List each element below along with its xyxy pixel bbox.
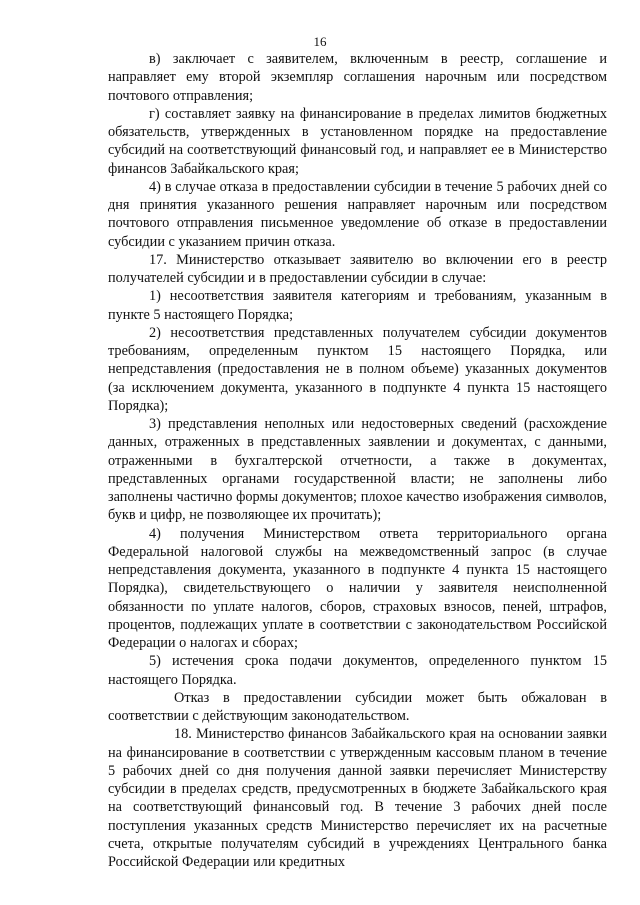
paragraph-17-1: 1) несоответствия заявителя категориям и требованиям, указанным в пункте 5 настоящего Порядка; bbox=[108, 288, 607, 323]
paragraph-17-2: 2) несоответствия представленных получателем субсидии документов требованиям, определенным пунктом 15 настоящего Порядка, или непредставления (предоставления не в полном объеме) указанных документов (за исключением документа, указанного в подпункте 4 пункта 15 настоящего Порядка); bbox=[108, 324, 607, 414]
page-content bbox=[108, 50, 607, 871]
paragraph-17-3: 3) представления неполных или недостоверных сведений (расхождение данных, отраженных в представленных заявлении и документах, с данными, отраженными в бухгалтерской отчетности, а также в документах, представленных органами государственной власти; не заполнены либо заполнены частично формы документов; плохое качество изображения символов, букв и цифр, не позволяющее их прочитать); bbox=[108, 416, 607, 524]
page-number: 16 bbox=[313, 34, 327, 49]
paragraph-17-5: 5) истечения срока подачи документов, определенного пунктом 15 настоящего Порядка. bbox=[108, 653, 607, 688]
paragraph-17: 17. Министерство отказывает заявителю во включении его в реестр получателей субсидии и в предоставлении субсидии в случае: bbox=[108, 251, 607, 286]
paragraph-18: 18. Министерство финансов Забайкальского края на основании заявки на финансирование в соответствии с утвержденным кассовым планом в течение 5 рабочих дней со дня получения данной заявки перечисляет Министерству субсидии в пределах средств, предусмотренных в бюджете Забайкальского края на соответствующий финансовый год. В течение 3 рабочих дней после поступления указанных средств Министерство перечисляет их на расчетные счета, открытые получателям субсидий в учреждениях Центрального банка Российской Федерации или кредитных bbox=[108, 726, 607, 870]
paragraph-g: г) составляет заявку на финансирование в пределах лимитов бюджетных обязательств, утвержденных в установленном порядке на предоставление субсидий на соответствующий финансовый год, и направляет ее в Министерство финансов Забайкальского края; bbox=[108, 105, 607, 177]
paragraph-v: в) заключает с заявителем, включенным в реестр, соглашение и направляет ему второй экземпляр соглашения нарочным или посредством почтового отправления; bbox=[108, 51, 607, 104]
paragraph-appeal: Отказ в предоставлении субсидии может быть обжалован в соответствии с действующим законодательством. bbox=[108, 689, 607, 724]
paragraph-4-refusal-notice: 4) в случае отказа в предоставлении субсидии в течение 5 рабочих дней со дня принятия указанного решения направляет нарочным или посредством почтового отправления письменное уведомление об отказе в предоставлении субсидии с указанием причин отказа. bbox=[108, 178, 607, 250]
paragraph-17-4: 4) получения Министерством ответа территориального органа Федеральной налоговой службы на межведомственный запрос (в случае непредставления документа, указанного в подпункте 4 пункта 15 настоящего Порядка), свидетельствующего о наличии у заявителя неисполненной обязанности по уплате налогов, сборов, страховых взносов, пеней, штрафов, процентов, подлежащих уплате в соответствии с законодательством Российской Федерации о налогах и сборах; bbox=[108, 525, 607, 651]
